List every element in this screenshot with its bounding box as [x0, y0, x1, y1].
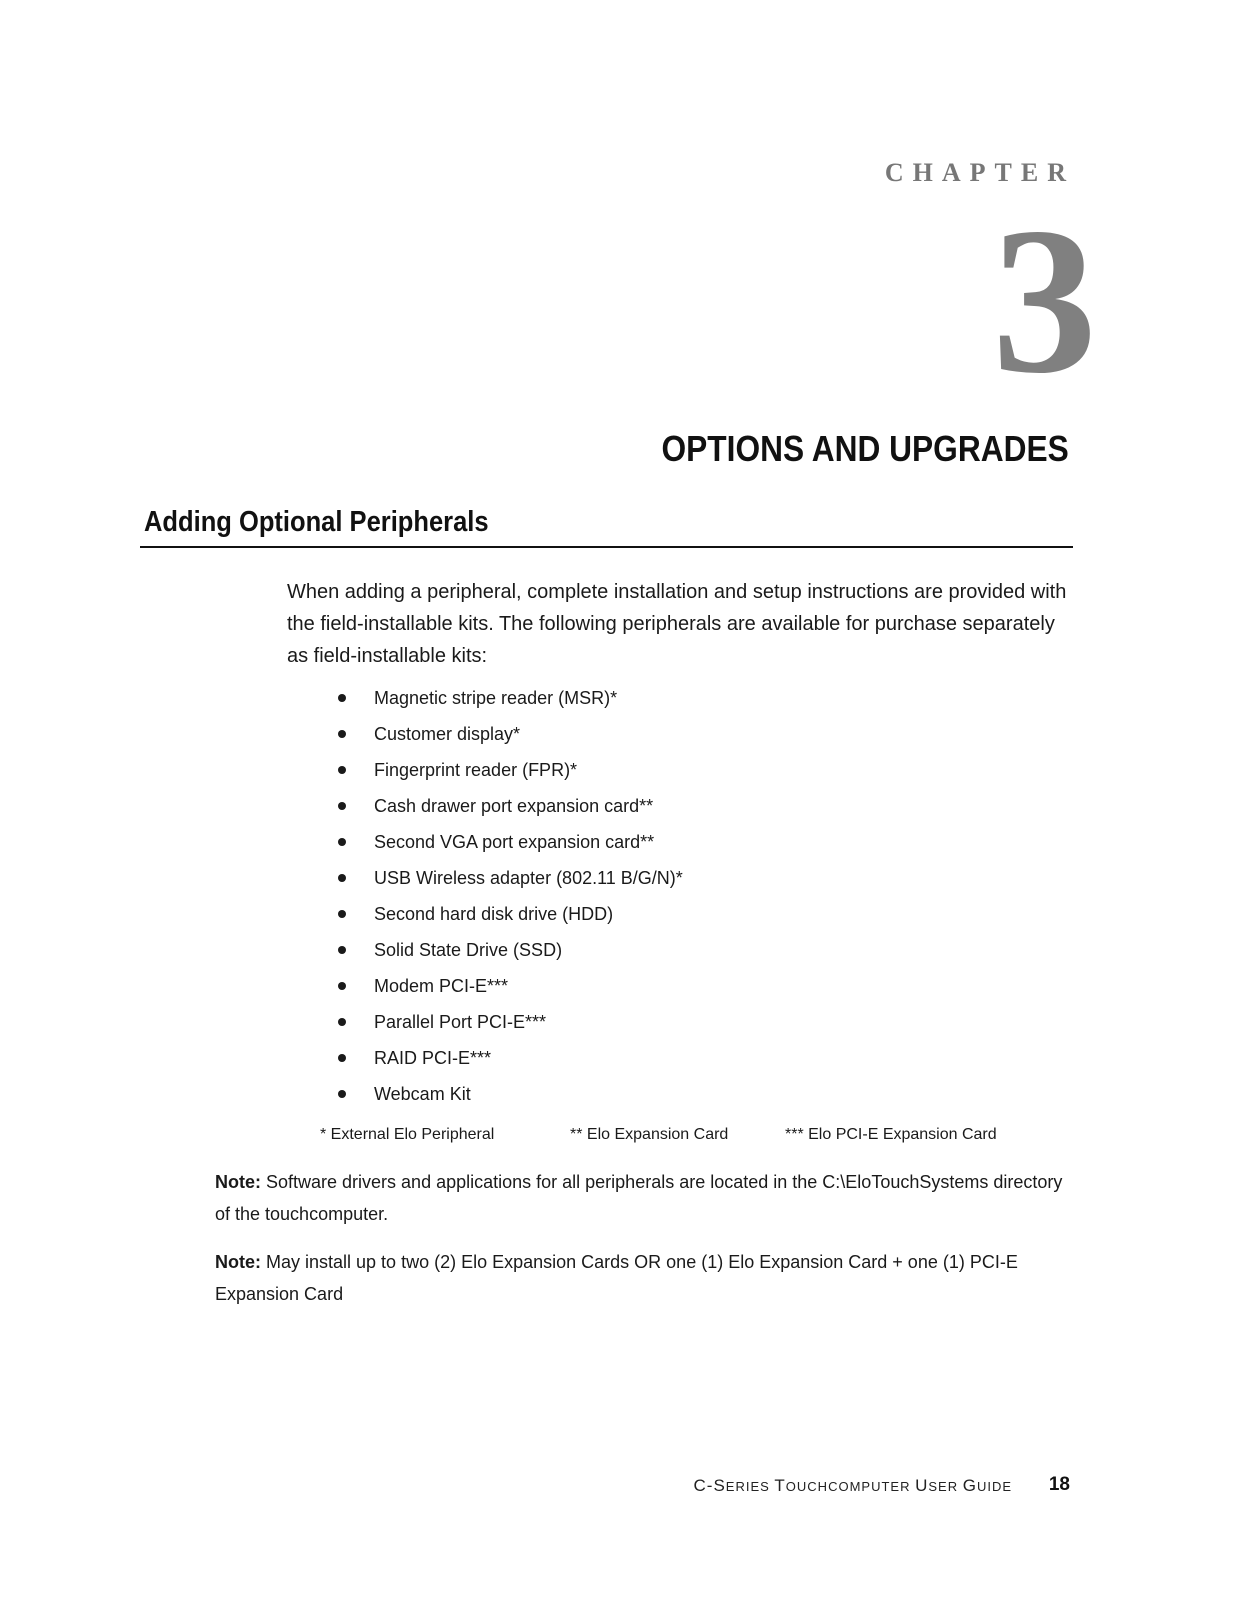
list-item	[338, 860, 683, 896]
list-item	[338, 824, 683, 860]
bullet-icon	[338, 910, 346, 918]
list-item	[338, 932, 683, 968]
list-item-label: Customer display*	[374, 724, 521, 744]
list-item	[338, 968, 683, 1004]
note-text: May install up to two (2) Elo Expansion Cards OR one (1) Elo Expansion Card + one (1) PCI-E Expansion Card	[215, 1252, 1018, 1304]
bullet-icon	[338, 1054, 346, 1062]
note-label: Note:	[215, 1252, 261, 1272]
list-item-label: Second VGA port expansion card**	[374, 832, 655, 852]
list-item	[338, 788, 683, 824]
chapter-number: 3	[992, 185, 1097, 417]
list-item-label: RAID PCI-E***	[374, 1048, 492, 1068]
list-item	[338, 896, 683, 932]
section-divider	[140, 546, 1073, 548]
list-item-label: Solid State Drive (SSD)	[374, 940, 563, 960]
bullet-icon	[338, 1018, 346, 1026]
peripheral-list	[338, 680, 683, 1112]
list-item-label: Cash drawer port expansion card**	[374, 796, 654, 816]
list-item	[338, 1004, 683, 1040]
list-item-label: Second hard disk drive (HDD)	[374, 904, 614, 924]
bullet-icon	[338, 1090, 346, 1098]
legend-external: * External Elo Peripheral	[320, 1126, 495, 1143]
list-item	[338, 752, 683, 788]
list-item	[338, 1076, 683, 1112]
chapter-label: CHAPTER	[884, 158, 1075, 187]
page-number: 18	[1048, 1474, 1070, 1495]
chapter-title: OPTIONS AND UPGRADES	[661, 428, 1069, 469]
list-item-label: USB Wireless adapter (802.11 B/G/N)*	[374, 868, 683, 888]
list-item-label: Parallel Port PCI-E***	[374, 1012, 547, 1032]
list-item	[338, 1040, 683, 1076]
list-item	[338, 680, 683, 716]
note-text: Software drivers and applications for all peripherals are located in the C:\EloTouchSystems directory of the touchcomputer.	[215, 1172, 1063, 1224]
bullet-icon	[338, 766, 346, 774]
bullet-icon	[338, 694, 346, 702]
list-item-label: Fingerprint reader (FPR)*	[374, 760, 578, 780]
note-expansion-limit	[215, 1246, 1075, 1310]
bullet-icon	[338, 802, 346, 810]
legend-expansion-card: ** Elo Expansion Card	[570, 1126, 729, 1143]
bullet-icon	[338, 982, 346, 990]
bullet-icon	[338, 946, 346, 954]
note-label: Note:	[215, 1172, 261, 1192]
list-item-label: Modem PCI-E***	[374, 976, 509, 996]
note-drivers	[215, 1166, 1075, 1230]
bullet-icon	[338, 838, 346, 846]
bullet-icon	[338, 730, 346, 738]
intro-paragraph: When adding a peripheral, complete installation and setup instructions are provided with the field-installable kits. The following peripherals are available for purchase separately as field-installable kits:	[287, 581, 1067, 667]
list-item	[338, 716, 683, 752]
bullet-icon	[338, 874, 346, 882]
legend-pcie-card: *** Elo PCI-E Expansion Card	[785, 1126, 997, 1143]
section-heading: Adding Optional Peripherals	[144, 506, 489, 538]
list-item-label: Magnetic stripe reader (MSR)*	[374, 688, 618, 708]
list-item-label: Webcam Kit	[374, 1084, 471, 1104]
footer-guide-title: C-SERIES TOUCHCOMPUTER USER GUIDE	[693, 1476, 1012, 1495]
